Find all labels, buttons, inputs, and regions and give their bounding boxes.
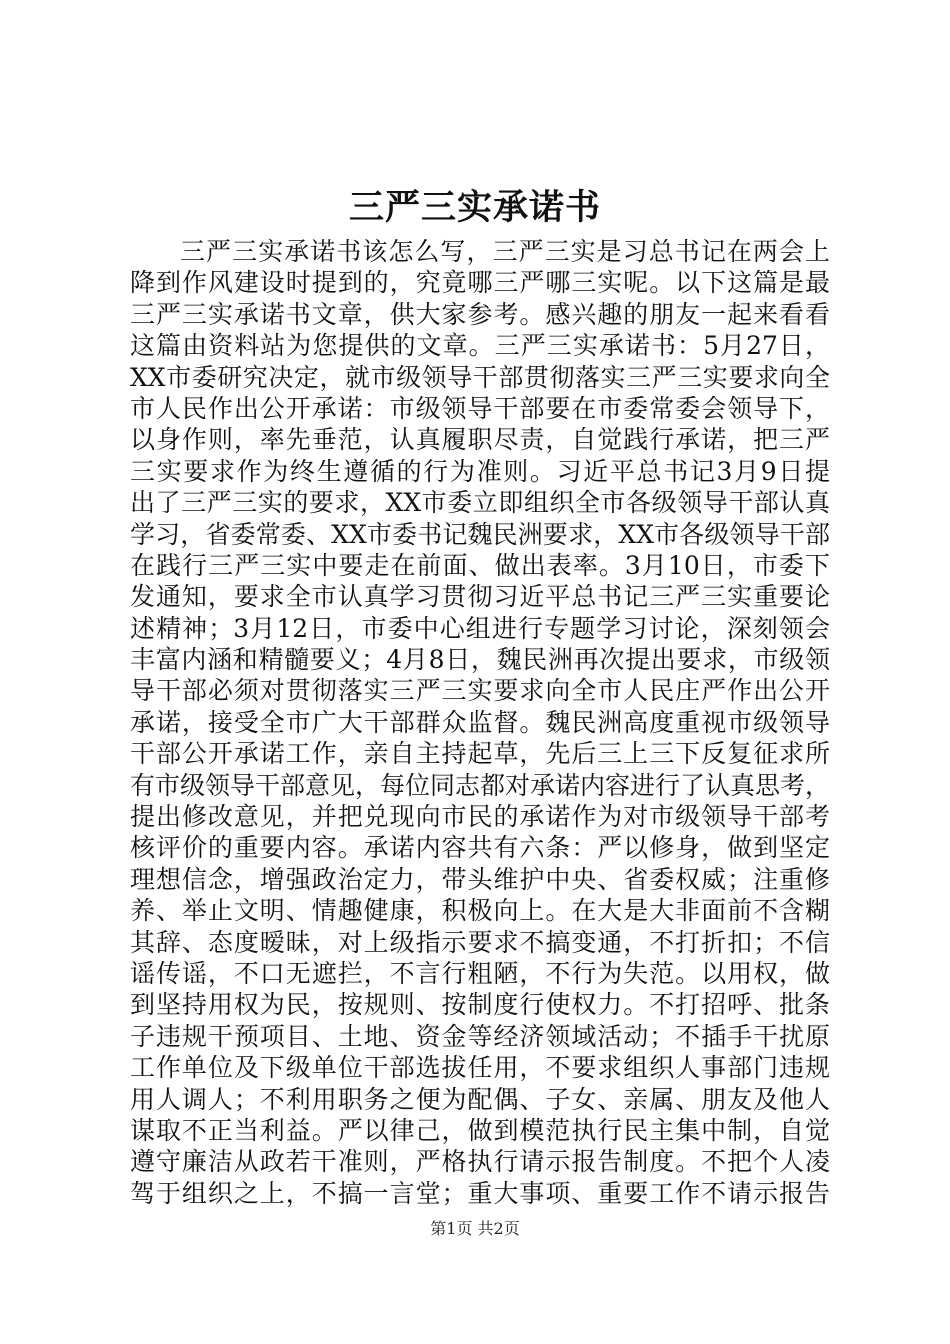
body-line: 导干部必须对贯彻落实三严三实要求向全市人民庄严作出公开 xyxy=(130,676,830,706)
body-line: 有市级领导干部意见，每位同志都对承诺内容进行了认真思考， xyxy=(130,770,830,800)
body-line: 用人调人；不利用职务之便为配偶、子女、亲属、朋友及他人 xyxy=(130,1084,830,1114)
body-line: 在践行三严三实中要走在前面、做出表率。3月10日，市委下 xyxy=(130,550,830,580)
document-body xyxy=(130,236,830,1209)
body-line: 出了三严三实的要求，XX市委立即组织全市各级领导干部认真 xyxy=(130,488,830,518)
body-line: 承诺，接受全市广大干部群众监督。魏民洲高度重视市级领导 xyxy=(130,707,830,737)
body-line: 谋取不正当利益。严以律己，做到模范执行民主集中制，自觉 xyxy=(130,1115,830,1145)
body-line: XX市委研究决定，就市级领导干部贯彻落实三严三实要求向全 xyxy=(130,362,830,392)
body-line: 市人民作出公开承诺：市级领导干部要在市委常委会领导下， xyxy=(130,393,830,423)
body-line: 丰富内涵和精髓要义；4月8日，魏民洲再次提出要求，市级领 xyxy=(130,645,830,675)
body-line: 降到作风建设时提到的，究竟哪三严哪三实呢。以下这篇是最 xyxy=(130,268,830,298)
body-line: 谣传谣，不口无遮拦，不言行粗陋，不行为失范。以用权，做 xyxy=(130,958,830,988)
document-title: 三严三实承诺书 xyxy=(348,187,601,228)
body-line: 发通知，要求全市认真学习贯彻习近平总书记三严三实重要论 xyxy=(130,582,830,612)
body-line: 到坚持用权为民，按规则、按制度行使权力。不打招呼、批条 xyxy=(130,990,830,1020)
body-line: 子违规干预项目、土地、资金等经济领域活动；不插手干扰原 xyxy=(130,1021,830,1051)
body-line: 理想信念，增强政治定力，带头维护中央、省委权威；注重修 xyxy=(130,864,830,894)
body-line: 工作单位及下级单位干部选拔任用，不要求组织人事部门违规 xyxy=(130,1053,830,1083)
body-line: 遵守廉洁从政若干准则，严格执行请示报告制度。不把个人凌 xyxy=(130,1147,830,1177)
page-footer: 第1页 共2页 xyxy=(430,1219,520,1238)
body-line: 学习，省委常委、XX市委书记魏民洲要求，XX市各级领导干部 xyxy=(130,519,830,549)
body-line: 其辞、态度暧昧，对上级指示要求不搞变通，不打折扣；不信 xyxy=(130,927,830,957)
body-line: 述精神；3月12日，市委中心组进行专题学习讨论，深刻领会 xyxy=(130,613,830,643)
body-line: 三严三实承诺书该怎么写，三严三实是习总书记在两会上 xyxy=(180,237,830,266)
body-line: 提出修改意见，并把兑现向市民的承诺作为对市级领导干部考 xyxy=(130,802,830,832)
body-line: 以身作则，率先垂范，认真履职尽责，自觉践行承诺，把三严 xyxy=(130,425,830,455)
body-line: 养、举止文明、情趣健康，积极向上。在大是大非面前不含糊 xyxy=(130,896,830,926)
body-line: 驾于组织之上，不搞一言堂；重大事项、重要工作不请示报告 xyxy=(130,1178,830,1208)
body-line: 干部公开承诺工作，亲自主持起草，先后三上三下反复征求所 xyxy=(130,739,830,769)
body-line: 三实要求作为终生遵循的行为准则。习近平总书记3月9日提 xyxy=(130,456,830,486)
body-line: 核评价的重要内容。承诺内容共有六条：严以修身，做到坚定 xyxy=(130,833,830,863)
body-line: 这篇由资料站为您提供的文章。三严三实承诺书：5月27日， xyxy=(130,331,830,361)
body-line: 三严三实承诺书文章，供大家参考。感兴趣的朋友一起来看看 xyxy=(130,299,830,329)
